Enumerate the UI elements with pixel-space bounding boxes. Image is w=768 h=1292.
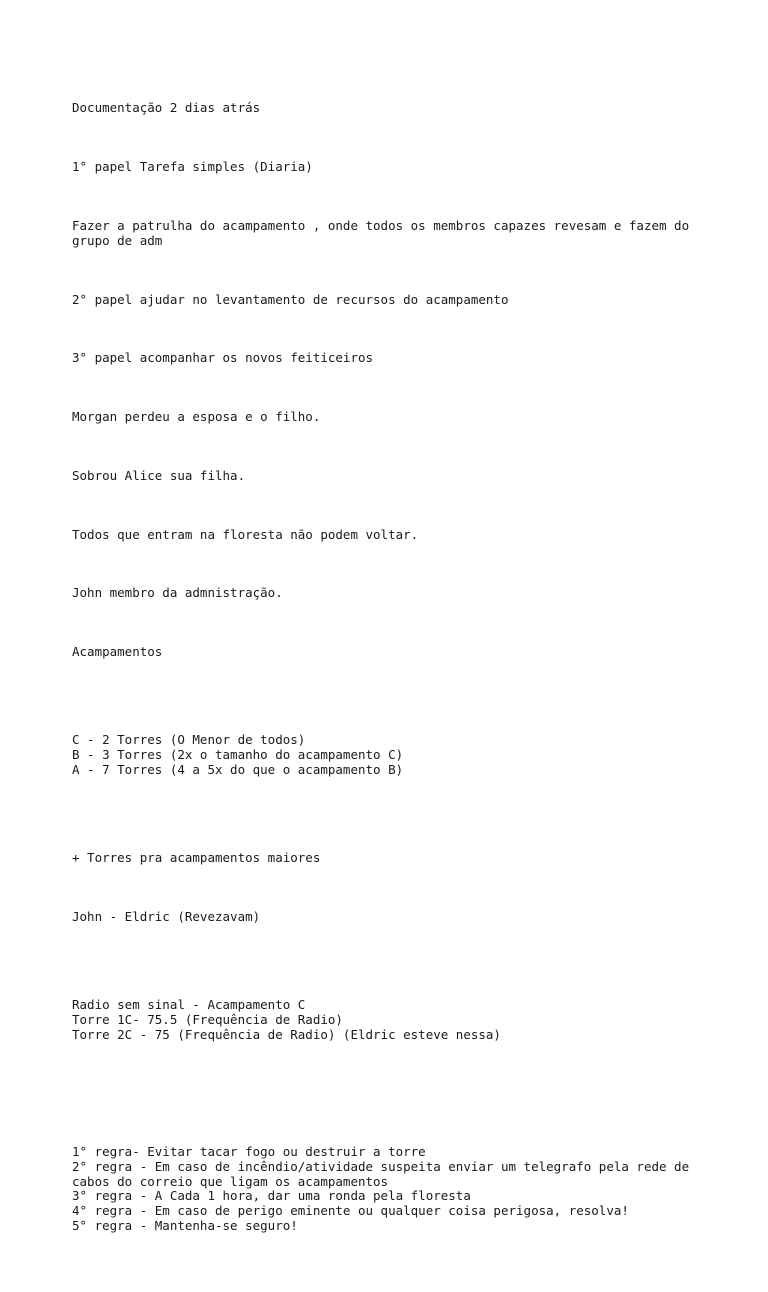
paragraph-forest: [72, 528, 696, 543]
text-line: John - Eldric (Revezavam): [72, 908, 261, 924]
rule-line: 3° regra - A Cada 1 hora, dar uma ronda pela floresta: [72, 1188, 471, 1204]
text-line: 1° papel Tarefa simples (Diaria): [72, 159, 313, 175]
camp-line: B - 3 Torres (2x o tamanho do acampamento C): [72, 747, 404, 763]
paragraph-title: [72, 101, 696, 116]
paragraph-camps-list: [72, 704, 696, 807]
text-line: Morgan perdeu a esposa e o filho.: [72, 409, 321, 425]
rule-line: 5° regra - Mantenha-se seguro!: [72, 1217, 298, 1233]
rule-line: 2° regra - Em caso de incêndio/atividade suspeita enviar um telegrafo pela rede de cabos do correio que ligam os acampamentos: [72, 1158, 697, 1189]
text-line: + Torres pra acampamentos maiores: [72, 850, 321, 866]
rule-line: 4° regra - Em caso de perigo eminente ou qualquer coisa perigosa, resolva!: [72, 1202, 629, 1218]
text-line: 3° papel acompanhar os novos feiticeiros: [72, 350, 374, 366]
paragraph-rules: [72, 1116, 696, 1263]
text-line: John membro da admnistração.: [72, 585, 283, 601]
paragraph-role-1: [72, 160, 696, 175]
paragraph-more-towers: [72, 851, 696, 866]
radio-line: Radio sem sinal - Acampamento C: [72, 997, 306, 1013]
text-line: Acampamentos: [72, 644, 163, 660]
paragraph-role-2: [72, 293, 696, 308]
document-body: [72, 72, 696, 1292]
paragraph-radio: [72, 969, 696, 1072]
radio-line: Torre 1C- 75.5 (Frequência de Radio): [72, 1011, 343, 1027]
text-line: Fazer a patrulha do acampamento , onde todos os membros capazes revesam e fazem do grupo de adm: [72, 218, 697, 248]
paragraph-role-3: [72, 351, 696, 366]
paragraph-john-eldric: [72, 910, 696, 925]
paragraph-camps-heading: [72, 645, 696, 660]
paragraph-morgan: [72, 410, 696, 425]
camp-line: C - 2 Torres (O Menor de todos): [72, 732, 306, 748]
paragraph-alice: [72, 469, 696, 484]
text-line: Todos que entram na floresta não podem voltar.: [72, 526, 419, 542]
text-line: 2° papel ajudar no levantamento de recursos do acampamento: [72, 291, 509, 307]
rule-line: 1° regra- Evitar tacar fogo ou destruir a torre: [72, 1144, 426, 1160]
camp-line: A - 7 Torres (4 a 5x do que o acampamento B): [72, 761, 404, 777]
text-line: Sobrou Alice sua filha.: [72, 467, 246, 483]
radio-line: Torre 2C - 75 (Frequência de Radio) (Eldric esteve nessa): [72, 1026, 501, 1042]
text-line: Documentação 2 dias atrás: [72, 100, 261, 116]
paragraph-john: [72, 586, 696, 601]
paragraph-patrol: [72, 219, 696, 248]
